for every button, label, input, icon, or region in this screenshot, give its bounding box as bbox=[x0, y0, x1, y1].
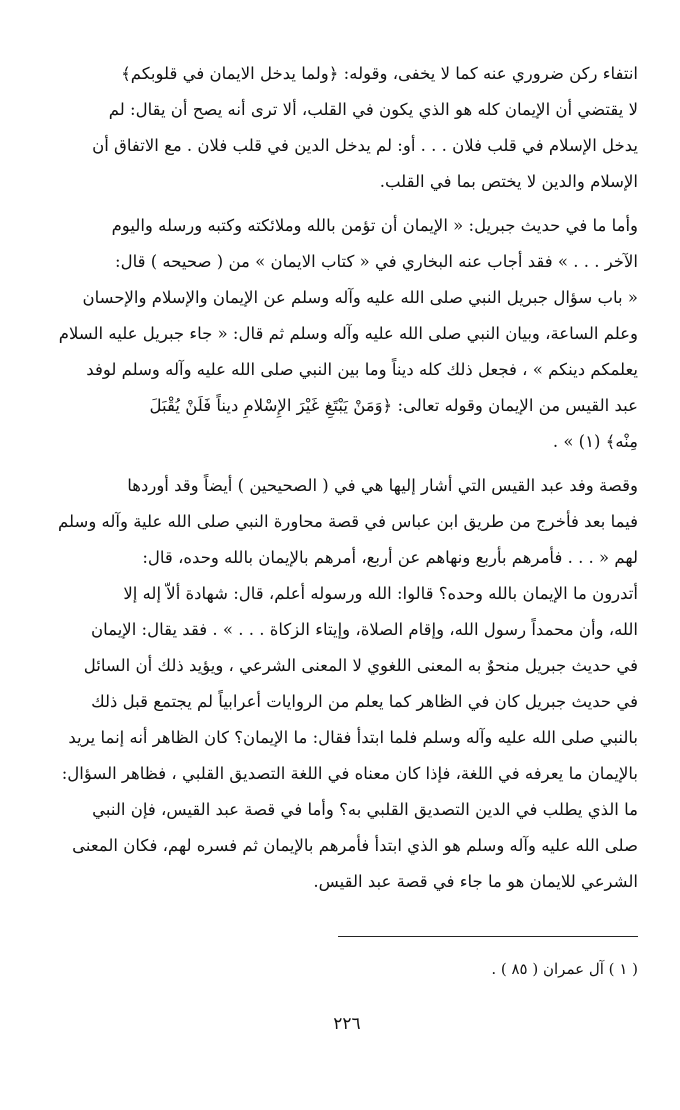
main-text bbox=[56, 56, 638, 900]
text-line: بالنبي صلى الله عليه وآله وسلم فلما ابتدأ فقال: ما الإيمان؟ كان الظاهر أنه إنما يريد bbox=[68, 728, 638, 747]
text-line: أتدرون ما الإيمان بالله وحده؟ قالوا: الله ورسوله أعلم، قال: شهادة ألاّ إله إلا bbox=[123, 584, 638, 603]
text-line: وقصة وفد عبد القيس التي أشار إليها هي في ( الصحيحين ) أيضاً وقد أوردها bbox=[127, 476, 638, 495]
page-number: ٢٢٦ bbox=[333, 1014, 361, 1034]
text-line: مِنْه﴾ (١) » . bbox=[552, 432, 638, 451]
text-line: ما الذي يطلب في الدين التصديق القلبي به؟ وأما في قصة عبد القيس، فإن النبي bbox=[92, 800, 638, 819]
paragraph bbox=[56, 56, 638, 200]
text-line: فيما بعد فأخرج من طريق ابن عباس في قصة محاورة النبي صلى الله علية وآله وسلم bbox=[58, 512, 638, 531]
text-line: بالإيمان ما يعرفه في اللغة، فإذا كان معناه في اللغة التصديق القلبي ، فظاهر السؤال: bbox=[61, 764, 638, 783]
paragraph bbox=[56, 208, 638, 460]
text-line: « باب سؤال جبريل النبي صلى الله عليه وآله وسلم عن الإيمان والإسلام والإحسان bbox=[82, 288, 638, 307]
text-line: صلى الله عليه وآله وسلم هو الذي ابتدأ فأمرهم بالإيمان ثم فسره لهم، فكان المعنى bbox=[72, 836, 638, 855]
text-line: الشرعي للايمان هو ما جاء في قصة عبد القيس. bbox=[313, 872, 638, 891]
text-line: الإسلام والدين لا يختص بما في القلب. bbox=[379, 172, 638, 191]
text-line: في حديث جبريل كان في الظاهر كما يعلم من الروايات أعرابياً لم يجتمع قبل ذلك bbox=[91, 692, 638, 711]
text-line: يعلمكم دينكم » ، فجعل ذلك كله ديناً وما بين النبي صلى الله عليه وآله وسلم لوفد bbox=[86, 360, 638, 379]
text-line: وعلم الساعة، وبيان النبي صلى الله عليه وآله وسلم ثم قال: « جاء جبريل عليه السلام bbox=[58, 324, 638, 343]
footnote: ( ١ ) آل عمران ( ٨٥ ) . bbox=[491, 960, 638, 978]
text-line: الله، وأن محمداً رسول الله، وإقام الصلاة، وإيتاء الزكاة . . . » . فقد يقال: الإيمان bbox=[91, 620, 638, 639]
text-line: عبد القيس من الإيمان وقوله تعالى: ﴿وَمَنْ يَبْتَغِ غَيْرَ الإِسْلامِ ديناً فَلَنْ يُقْبَلَ bbox=[149, 396, 638, 415]
text-line: في حديث جبريل منحوٌ به المعنى اللغوي لا المعنى الشرعي ، ويؤيد ذلك أن السائل bbox=[83, 656, 638, 675]
text-line: وأما ما في حديث جبريل: « الإيمان أن تؤمن بالله وملائكته وكتبه ورسله واليوم bbox=[111, 216, 638, 235]
text-line: يدخل الإسلام في قلب فلان . . . أو: لم يدخل الدين في قلب فلان . مع الاتفاق أن bbox=[92, 136, 638, 155]
text-line: لا يقتضي أن الإيمان كله هو الذي يكون في القلب، ألا ترى أنه يصح أن يقال: لم bbox=[108, 100, 638, 119]
text-line: الآخر . . . » فقد أجاب عنه البخاري في « كتاب الايمان » من ( صحيحه ) قال: bbox=[115, 252, 638, 271]
text-line: انتفاء ركن ضروري عنه كما لا يخفى، وقوله: ﴿ولما يدخل الايمان في قلوبكم﴾ bbox=[121, 64, 638, 83]
footnote-divider bbox=[338, 936, 638, 937]
text-line: لهم « . . . فأمرهم بأربع ونهاهم عن أربع، أمرهم بالإيمان بالله وحده، قال: bbox=[142, 548, 638, 567]
book-page bbox=[56, 56, 638, 1076]
paragraph bbox=[56, 468, 638, 900]
